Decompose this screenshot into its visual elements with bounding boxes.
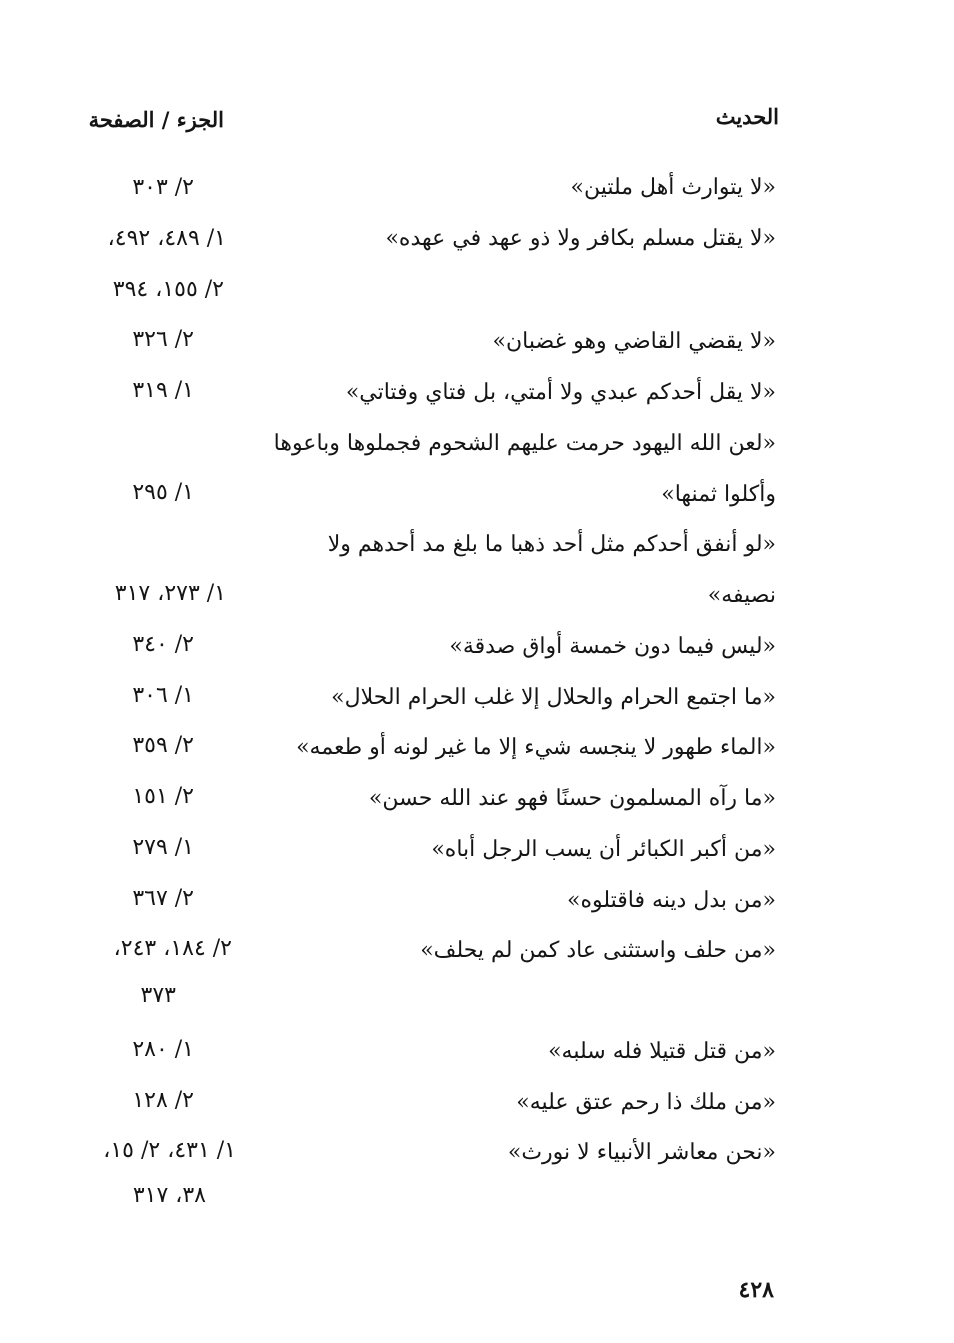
hadith-text: «من بدل دينه فاقتلوه» — [567, 888, 776, 913]
volume-page-ref: ٢/ ١٢٨ — [132, 1088, 194, 1113]
hadith-text: «من حلف واستثنى عاد كمن لم يحلف» — [420, 938, 776, 963]
hadith-text: «لا يتوارث أهل ملتين» — [570, 175, 776, 200]
hadith-text: «لا يقضي القاضي وهو غضبان» — [492, 329, 776, 354]
volume-page-ref: ٢/ ٣٦٧ — [132, 886, 194, 911]
volume-page-ref: ٢/ ١٥١ — [132, 784, 194, 809]
hadith-text: «لا يقل أحدكم عبدي ولا أمتي، بل فتاي وفتاتي» — [345, 380, 776, 405]
volume-page-ref: ٢/ ١٨٤، ٢٤٣، — [113, 936, 232, 961]
hadith-text: «ما رآه المسلمون حسنًا فهو عند الله حسن» — [368, 786, 776, 811]
volume-page-ref: ١/ ٢٨٠ — [132, 1037, 194, 1062]
hadith-text: «من ملك ذا رحم عتق عليه» — [516, 1090, 776, 1115]
hadith-column-header: الحديث — [715, 104, 779, 129]
volume-page-column-header: الجزء / الصفحة — [88, 107, 224, 132]
hadith-text: «من قتل قتيلا فله سلبه» — [548, 1039, 776, 1064]
volume-page-ref: ١/ ٣١٩ — [132, 378, 194, 403]
volume-page-ref: ٢/ ٣٥٩ — [132, 733, 194, 758]
hadith-text: «ليس فيما دون خمسة أواق صدقة» — [449, 634, 776, 659]
hadith-text: «من أكبر الكبائر أن يسب الرجل أباه» — [431, 837, 776, 862]
volume-page-ref: ١/ ٢٧٩ — [132, 835, 194, 860]
volume-page-ref: ٣٨، ٣١٧ — [132, 1183, 206, 1208]
volume-page-ref: ٢/ ١٥٥، ٣٩٤ — [112, 277, 224, 302]
volume-page-ref: ١/ ٣٠٦ — [132, 683, 194, 708]
hadith-text: «لعن الله اليهود حرمت عليهم الشحوم فجملوها وباعوها — [273, 431, 776, 456]
volume-page-ref: ٢/ ٣٠٣ — [132, 175, 194, 200]
volume-page-ref: ١/ ٢٩٥ — [132, 480, 194, 505]
volume-page-ref: ١/ ٤٣١، ٢/ ١٥، — [103, 1138, 236, 1163]
page-number: ٤٢٨ — [738, 1277, 774, 1303]
hadith-text: «نحن معاشر الأنبياء لا نورث» — [507, 1140, 776, 1165]
hadith-text: «لا يقتل مسلم بكافر ولا ذو عهد في عهده» — [385, 226, 776, 251]
volume-page-ref: ١/ ٤٨٩، ٤٩٢، — [107, 226, 226, 251]
volume-page-ref: ٢/ ٣٢٦ — [132, 327, 194, 352]
hadith-text: «لو أنفق أحدكم مثل أحد ذهبا ما بلغ مد أحدهم ولا — [327, 532, 776, 557]
volume-page-ref: ٣٧٣ — [140, 983, 176, 1008]
volume-page-ref: ١/ ٢٧٣، ٣١٧ — [114, 581, 226, 606]
volume-page-ref: ٢/ ٣٤٠ — [132, 632, 194, 657]
hadith-text: «الماء طهور لا ينجسه شيء إلا ما غير لونه أو طعمه» — [296, 735, 776, 760]
hadith-text: «ما اجتمع الحرام والحلال إلا غلب الحرام الحلال» — [331, 685, 776, 710]
hadith-text: وأكلوا ثمنها» — [661, 482, 776, 507]
hadith-text: نصيفه» — [707, 583, 776, 608]
